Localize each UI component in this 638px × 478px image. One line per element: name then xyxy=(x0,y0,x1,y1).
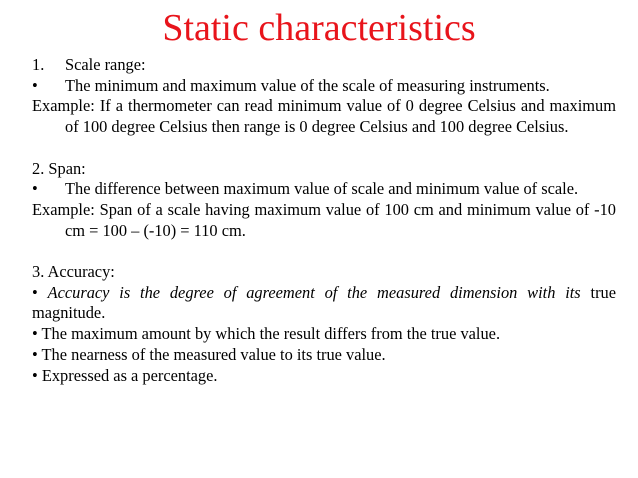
definition-italic-text: Accuracy is the degree of agreement of the measured dimension with its xyxy=(47,282,581,302)
list-number: 1. xyxy=(32,55,45,74)
bullet: • xyxy=(32,179,38,199)
spacer xyxy=(32,241,616,262)
bullet: • xyxy=(32,282,38,302)
span-definition xyxy=(32,179,616,200)
accuracy-point: • The nearness of the measured value to its true value. xyxy=(32,344,386,364)
slide-title: Static characteristics xyxy=(162,7,476,49)
accuracy-point: • The maximum amount by which the result differs from the true value. xyxy=(32,324,501,344)
heading-text: Scale range: xyxy=(65,55,146,74)
definition-text: The difference between maximum value of scale and minimum value of scale. xyxy=(65,179,579,199)
span-example: Example: Span of a scale having maximum value of 100 cm and minimum value of -10 cm = 100 – (-10) = 110 cm. xyxy=(32,199,616,240)
accuracy-definition xyxy=(32,283,616,324)
definition-text: The minimum and maximum value of the scale of measuring instruments. xyxy=(65,75,550,95)
definition-rest-text: true magnitude. xyxy=(32,282,616,323)
scale-range-heading xyxy=(32,55,616,76)
spacer xyxy=(32,138,616,159)
accuracy-heading: 3. Accuracy: xyxy=(32,262,115,281)
slide-body xyxy=(32,55,616,386)
accuracy-point: • Expressed as a percentage. xyxy=(32,365,218,385)
span-heading: 2. Span: xyxy=(32,158,86,178)
scale-range-definition xyxy=(32,76,616,97)
scale-range-example: Example: If a thermometer can read minimum value of 0 degree Celsius and maximum of 100 degree Celsius then range is 0 degree Celsius and 100 degree Celsius. xyxy=(32,96,616,137)
bullet: • xyxy=(32,75,38,95)
